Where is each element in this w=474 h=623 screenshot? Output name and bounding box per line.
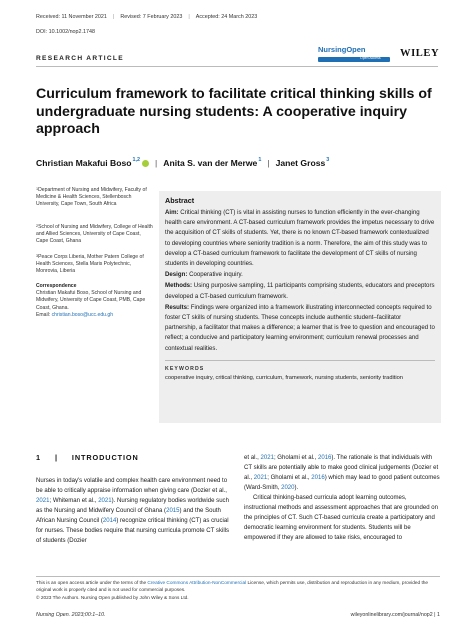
publisher-logo: WILEY bbox=[400, 48, 440, 59]
author-separator: | bbox=[155, 158, 158, 168]
correspondence-email-line bbox=[36, 312, 154, 319]
abstract-box bbox=[159, 191, 441, 423]
correspondence-heading: Correspondence bbox=[36, 283, 77, 289]
journal-citation: Nursing Open. 2023;00:1–10. bbox=[36, 612, 106, 618]
text-run: ) and the South African Nursing Council ( bbox=[36, 508, 221, 524]
correspondence bbox=[36, 283, 154, 319]
intro-paragraph: Critical thinking-based curricula adopt learning outcomes, instructional methods and assessment approaches that are grounded on the principles of CT. Such CT-based curricula create a participatory and democratic learning environment for students. Students will be empowered if they are allowed to take risks, encouraged to bbox=[244, 495, 438, 541]
dates-line bbox=[36, 14, 257, 20]
aim-label: Aim: bbox=[165, 209, 179, 216]
journal-name: NursingOpen bbox=[318, 45, 366, 54]
license-text: License, which permits use, distribution and reproduction in any medium, provided the original work is properly cited and is not used for commercial purposes. bbox=[36, 581, 429, 594]
text-run: ; Gholami et al., bbox=[273, 455, 318, 461]
email-link[interactable]: christian.boso@ucc.edu.gh bbox=[51, 311, 114, 318]
article-type: RESEARCH ARTICLE bbox=[36, 55, 124, 62]
text-run: Nurses in today's volatile and complex health care environment need to be able to critically appraise information when giving care (Dozier et al., bbox=[36, 478, 228, 494]
journal-logo[interactable] bbox=[318, 40, 448, 68]
section-title: INTRODUCTION bbox=[71, 453, 139, 462]
citation-link[interactable]: 2021 bbox=[36, 498, 50, 504]
results-label: Results: bbox=[165, 303, 190, 311]
author-list bbox=[36, 158, 329, 168]
text-run: ) which may lead to good patient outcomes (Ward-Smith, bbox=[244, 475, 440, 491]
author-separator: | bbox=[267, 158, 270, 168]
citation-link[interactable]: 2015 bbox=[166, 508, 180, 514]
methods-text: Using purposive sampling, 11 participants comprising students, educators and preceptors developed a CT-based curriculum framework. bbox=[165, 282, 435, 300]
header-divider bbox=[36, 66, 438, 67]
methods-label: Methods: bbox=[165, 282, 193, 290]
text-run: ; Whiteman et al., bbox=[49, 498, 99, 504]
open-access-label: Open Access bbox=[360, 56, 381, 60]
author-affiliation-marker: 3 bbox=[326, 157, 330, 163]
results-text: Findings were organized into a framework illustrating interconnected concepts required to foster CT skills of nursing students. These concepts include authentic student–facilitator partnership, a facilitator that makes a difference; a learner that is free to question and encouraged to reflect; a conducive and participatory learning environment; curriculum renewal processes and contextual realities. bbox=[165, 303, 435, 352]
affiliation bbox=[36, 187, 154, 209]
page-number: 1 bbox=[437, 612, 440, 618]
footer-divider bbox=[36, 576, 440, 577]
citation-link[interactable]: 2020 bbox=[281, 485, 295, 491]
correspondence-text: Christian Makafui Boso, School of Nursing and Midwifery, University of Cape Coast, PMB, Cape Coast, Ghana. bbox=[36, 290, 146, 311]
text-run: ). The rationale is that individuals with CT skills are potentially able to make good clinical judgements (Dozier et al., bbox=[244, 455, 439, 481]
author-affiliation-marker: 1,2 bbox=[132, 157, 141, 163]
intro-left-column bbox=[36, 476, 232, 546]
email-label: Email: bbox=[36, 311, 51, 318]
affiliation-text: Department of Nursing and Midwifery, Faculty of Medicine & Health Sciences, Stellenbosch University, Cape Town, South Africa bbox=[36, 187, 147, 208]
aim-text: Critical thinking (CT) is vital in assisting nurses to function efficiently in the ever-changing health care environment. A CT-based curriculum framework provides the impetus necessary to drive the acquisition of CT skills of students. Yet, there is no known CT-based framework contextualized to developing countries where seniority tradition is a norm. Therefore, the aim of this study was to develop a CT-based curriculum framework to facilitate the development of CT skills of nursing students in developing countries. bbox=[165, 209, 435, 268]
section-separator: | bbox=[54, 453, 58, 462]
page-separator: | bbox=[434, 612, 436, 618]
affiliation bbox=[36, 254, 154, 276]
affiliation-marker: 1 bbox=[36, 186, 39, 191]
citation-link[interactable]: 2021 bbox=[253, 475, 268, 481]
affiliation-text: School of Nursing and Midwifery, College of Health and Allied Sciences, University of Cape Coast, Cape Coast, Ghana bbox=[36, 224, 153, 245]
affiliation bbox=[36, 224, 154, 246]
doi[interactable]: DOI: 10.1002/nop2.1748 bbox=[36, 29, 96, 35]
design-text: Cooperative inquiry. bbox=[189, 271, 243, 279]
section-heading-introduction bbox=[36, 453, 139, 462]
received-date: Received: 11 November 2021 bbox=[36, 14, 107, 20]
design-label: Design: bbox=[165, 271, 188, 279]
author-name[interactable]: Janet Gross bbox=[275, 158, 326, 168]
citation-link[interactable]: 2016 bbox=[317, 455, 332, 461]
text-run: ) recognize critical thinking (CT) as crucial for nurses. These bodies require that nursing curricula promote CT skills of students (Dozier bbox=[36, 518, 230, 544]
keywords-heading: KEYWORDS bbox=[165, 366, 205, 373]
keywords-text: cooperative inquiry, critical thinking, curriculum, framework, nursing students, seniority tradition bbox=[165, 375, 403, 382]
author-name[interactable]: Anita S. van der Merwe bbox=[163, 158, 258, 168]
text-run: et al., bbox=[244, 455, 261, 461]
citation-link[interactable]: 2014 bbox=[102, 518, 117, 524]
abstract-heading: Abstract bbox=[165, 196, 195, 205]
text-run: ; Gholami et al., bbox=[267, 475, 312, 481]
license-notice bbox=[36, 580, 440, 602]
date-separator: | bbox=[112, 14, 115, 20]
affiliation-text: Peace Corps Liberia, Mother Patern College of Health Sciences, Stella Maris Polytechnic, Monrovia, Liberia bbox=[36, 254, 144, 275]
abstract-design bbox=[165, 270, 435, 280]
abstract-methods bbox=[165, 281, 435, 301]
abstract-aim bbox=[165, 208, 435, 269]
revised-date: Revised: 7 February 2023 bbox=[120, 14, 183, 20]
text-run: ). bbox=[294, 485, 299, 491]
paper-title: Curriculum framework to facilitate critical thinking skills of undergraduate nursing students: A cooperative inquiry approach bbox=[36, 86, 432, 137]
keywords-divider bbox=[165, 360, 435, 361]
accepted-date: Accepted: 24 March 2023 bbox=[195, 14, 258, 20]
abstract-results bbox=[165, 303, 435, 354]
text-run: ). Nursing regulatory bodies worldwide such as the Nursing and Midwifery Council of Ghana ( bbox=[36, 498, 229, 514]
citation-link[interactable]: 2021 bbox=[98, 498, 112, 504]
author-name[interactable]: Christian Makafui Boso bbox=[36, 158, 132, 168]
citation-link[interactable]: 2016 bbox=[311, 475, 325, 481]
orcid-icon[interactable] bbox=[142, 160, 149, 167]
affiliation-marker: 3 bbox=[36, 253, 39, 258]
journal-url[interactable]: wileyonlinelibrary.com/journal/nop2 bbox=[350, 612, 433, 618]
footer-right bbox=[351, 612, 440, 618]
intro-paragraph bbox=[244, 453, 440, 493]
date-separator: | bbox=[188, 14, 190, 20]
affiliation-marker: 2 bbox=[36, 223, 39, 228]
author-affiliation-marker: 1 bbox=[258, 157, 262, 163]
intro-paragraph bbox=[36, 476, 232, 546]
citation-link[interactable]: 2021 bbox=[260, 455, 274, 461]
license-link[interactable]: Creative Commons Attribution-NonCommercial bbox=[147, 581, 247, 586]
copyright-text: © 2023 The Authors. Nursing Open published by John Wiley & Sons Ltd. bbox=[36, 595, 189, 601]
intro-right-column bbox=[244, 453, 440, 543]
section-number: 1 bbox=[36, 453, 41, 462]
license-text: This is an open access article under the terms of the bbox=[36, 581, 148, 586]
